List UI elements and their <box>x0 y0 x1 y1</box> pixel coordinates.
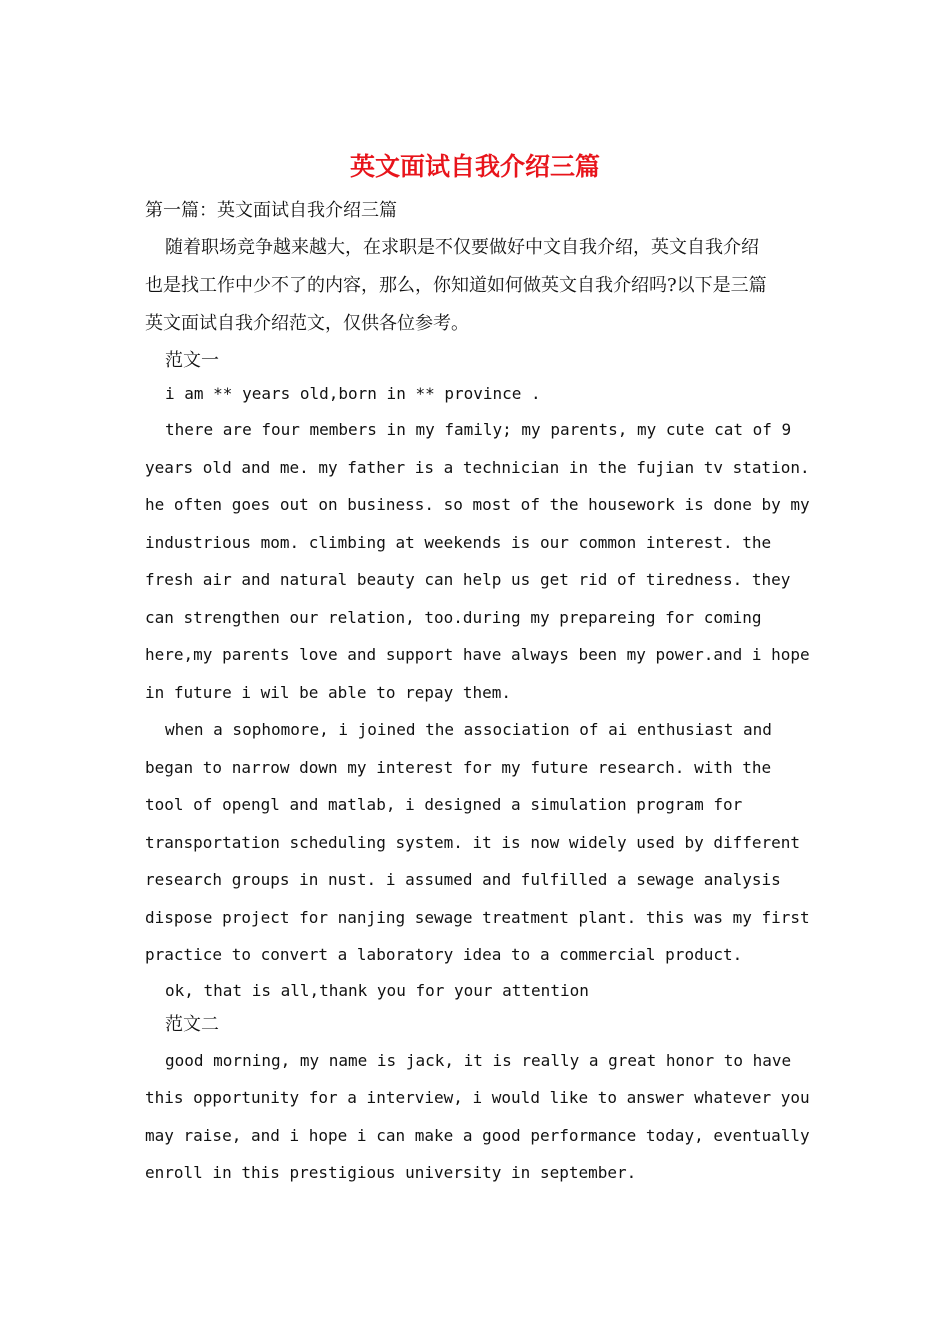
sample1-research-paragraph <box>145 711 810 974</box>
document-title: 英文面试自我介绍三篇 <box>349 152 600 181</box>
text-line: in future i wil be able to repay them. <box>145 682 512 702</box>
text-line: years old and me. my father is a technician in the fujian tv station. <box>145 457 810 477</box>
text-line: he often goes out on business. so most of the housework is done by my <box>145 495 810 514</box>
sample1-closing <box>145 974 810 1008</box>
sample1-family-paragraph <box>145 411 810 711</box>
intro-paragraph <box>145 229 810 343</box>
text-line: when a sophomore, i joined the association of ai enthusiast and <box>165 720 772 739</box>
text-line: good morning, my name is jack, it is really a great honor to have <box>165 1050 792 1070</box>
text-line: practice to convert a laboratory idea to a commercial product. <box>145 945 743 964</box>
text-line: dispose project for nanjing sewage treatment plant. this was my first <box>145 907 810 927</box>
text-line: enroll in this prestigious university in september. <box>145 1163 637 1182</box>
text-line: fresh air and natural beauty can help us get rid of tiredness. they <box>145 570 791 589</box>
text-line: research groups in nust. i assumed and fulfilled a sewage analysis <box>145 870 781 889</box>
text-line: may raise, and i hope i can make a good performance today, eventually <box>145 1125 810 1145</box>
text-line: tool of opengl and matlab, i designed a simulation program for <box>145 795 743 814</box>
intro-line: 随着职场竞争越来越大，在求职是不仅要做好中文自我介绍，英文自我介绍 <box>165 237 759 258</box>
intro-line: 英文面试自我介绍范文，仅供各位参考。 <box>145 313 469 334</box>
text-line: ok, that is all,thank you for your attention <box>165 980 589 1000</box>
sample1-label: 范文一 <box>165 350 219 371</box>
document-body <box>145 196 810 1192</box>
text-line: began to narrow down my interest for my future research. with the <box>145 757 772 777</box>
text-line: here,my parents love and support have always been my power.and i hope <box>145 645 810 664</box>
intro-line: 也是找工作中少不了的内容，那么，你知道如何做英文自我介绍吗?以下是三篇 <box>145 275 767 296</box>
text-line: i am ** years old,born in ** province . <box>165 384 541 403</box>
sample1-line1 <box>145 377 810 411</box>
text-line: this opportunity for a interview, i would like to answer whatever you <box>145 1088 810 1107</box>
text-line: there are four members in my family; my parents, my cute cat of 9 <box>165 420 792 439</box>
text-line: can strengthen our relation, too.during my prepareing for coming <box>145 607 762 627</box>
sample2-label: 范文二 <box>165 1013 219 1035</box>
section-heading: 第一篇：英文面试自我介绍三篇 <box>145 200 397 221</box>
text-line: industrious mom. climbing at weekends is our common interest. the <box>145 532 772 552</box>
sample2-paragraph <box>145 1042 810 1192</box>
text-line: transportation scheduling system. it is now widely used by different <box>145 832 801 852</box>
